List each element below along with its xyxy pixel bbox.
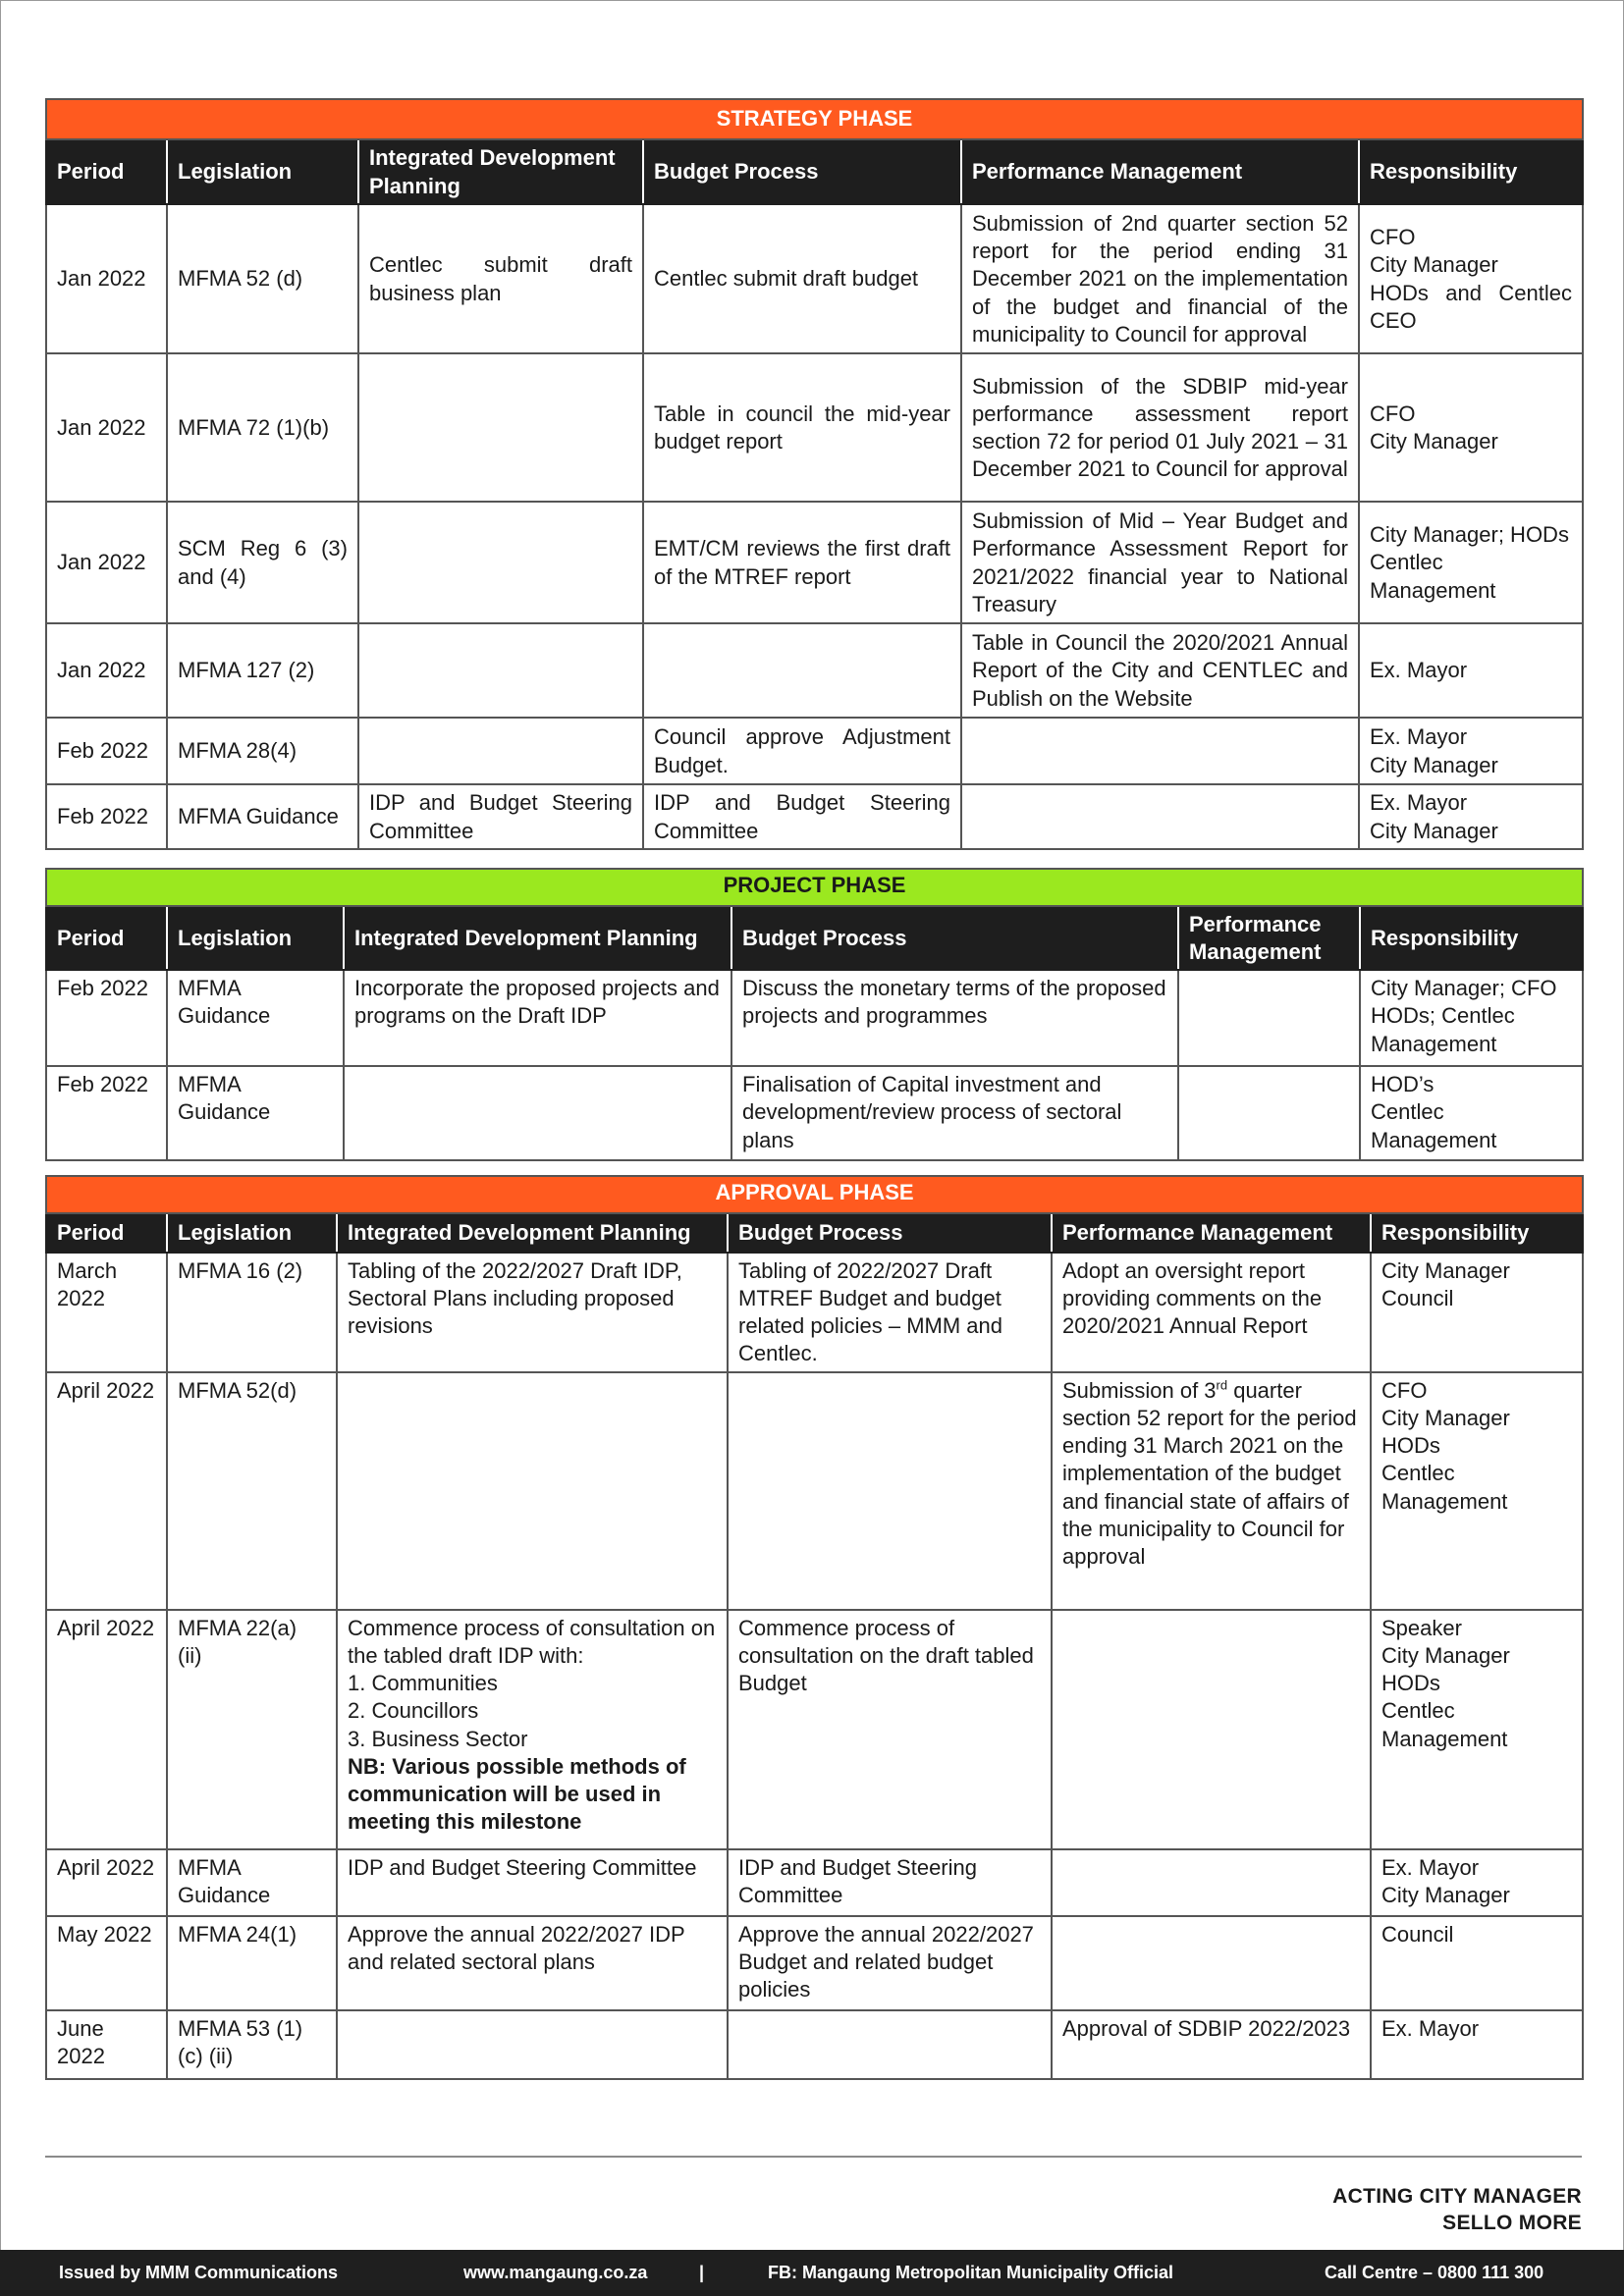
signature-name: SELLO MORE [1442, 2212, 1582, 2235]
cell-pm [1178, 970, 1360, 1066]
cell-pm [961, 718, 1359, 784]
cell-pm: Submission of the SDBIP mid-year performance assessment report section 72 for period 01 July 2021 – 31 December 2021 to Council for approval [961, 353, 1359, 502]
cell-idp [358, 623, 643, 718]
col-period: Period [46, 1213, 167, 1253]
footer-website[interactable]: www.mangaung.co.za [463, 2263, 648, 2282]
cell-budget [643, 623, 961, 718]
cell-legislation: MFMA 24(1) [167, 1916, 337, 2010]
col-responsibility: Responsibility [1359, 139, 1583, 204]
cell-responsibility: Council [1371, 1916, 1583, 2010]
cell-idp [337, 1610, 728, 1849]
cell-pm: Approval of SDBIP 2022/2023 [1052, 2010, 1371, 2079]
footer-bar [0, 2250, 1624, 2296]
cell-pm [961, 784, 1359, 849]
cell-legislation: MFMA 53 (1) (c) (ii) [167, 2010, 337, 2079]
cell-responsibility: Ex. Mayor City Manager [1371, 1849, 1583, 1916]
footer-facebook[interactable]: FB: Mangaung Metropolitan Municipality Official [768, 2263, 1173, 2282]
cell-responsibility: HOD’s Centlec Management [1360, 1066, 1583, 1160]
table-row [46, 1849, 1583, 1916]
cell-budget [728, 2010, 1052, 2079]
cell-responsibility: Ex. Mayor City Manager [1359, 718, 1583, 784]
col-pm: Performance Management [1052, 1213, 1371, 1253]
cell-legislation: MFMA 16 (2) [167, 1253, 337, 1372]
cell-idp: Tabling of the 2022/2027 Draft IDP, Sectoral Plans including proposed revisions [337, 1253, 728, 1372]
cell-idp: IDP and Budget Steering Committee [358, 784, 643, 849]
cell-period: Feb 2022 [46, 784, 167, 849]
footer-separator: | [699, 2263, 705, 2282]
cell-legislation: MFMA 52 (d) [167, 204, 358, 353]
cell-budget: Commence process of consultation on the draft tabled Budget [728, 1610, 1052, 1849]
cell-idp [358, 718, 643, 784]
approval-header-row [46, 1213, 1583, 1253]
cell-idp [358, 353, 643, 502]
cell-legislation: MFMA 72 (1)(b) [167, 353, 358, 502]
cell-idp [344, 1066, 731, 1160]
cell-budget: EMT/CM reviews the first draft of the MTREF report [643, 502, 961, 623]
cell-budget: IDP and Budget Steering Committee [728, 1849, 1052, 1916]
cell-period: June 2022 [46, 2010, 167, 2079]
table-row [46, 784, 1583, 849]
col-period: Period [46, 906, 167, 970]
cell-budget: Tabling of 2022/2027 Draft MTREF Budget and budget related policies – MMM and Centlec. [728, 1253, 1052, 1372]
table-row [46, 1253, 1583, 1372]
col-responsibility: Responsibility [1371, 1213, 1583, 1253]
table-row [46, 623, 1583, 718]
cell-legislation: MFMA Guidance [167, 970, 344, 1066]
col-legislation: Legislation [167, 139, 358, 204]
cell-responsibility: City Manager; CFO HODs; Centlec Management [1360, 970, 1583, 1066]
pm-text: quarter section 52 report for the period ending 31 March 2021 on the implementation of the budget and financial state of affairs of the municipality to Council for approval [1062, 1378, 1357, 1569]
cell-responsibility: CFO City Manager HODs and Centlec CEO [1359, 204, 1583, 353]
cell-pm: Submission of 2nd quarter section 52 report for the period ending 31 December 2021 on the implementation of the budget and financial of the municipality to Council for approval [961, 204, 1359, 353]
col-idp: Integrated Development Planning [337, 1213, 728, 1253]
cell-pm: Submission of Mid – Year Budget and Performance Assessment Report for 2021/2022 financial year to National Treasury [961, 502, 1359, 623]
table-row [46, 2010, 1583, 2079]
cell-period: March 2022 [46, 1253, 167, 1372]
col-idp: Integrated Development Planning [358, 139, 643, 204]
col-pm: Performance Management [1178, 906, 1360, 970]
col-budget: Budget Process [728, 1213, 1052, 1253]
table-row [46, 1372, 1583, 1610]
pm-text: Submission of 3 [1062, 1378, 1217, 1403]
cell-budget: IDP and Budget Steering Committee [643, 784, 961, 849]
cell-responsibility: Speaker City Manager HODs Centlec Management [1371, 1610, 1583, 1849]
pm-ordinal: rd [1216, 1377, 1228, 1393]
col-budget: Budget Process [731, 906, 1178, 970]
strategy-phase-title: STRATEGY PHASE [46, 99, 1583, 139]
col-idp: Integrated Development Planning [344, 906, 731, 970]
signature-block [1332, 2183, 1582, 2237]
cell-legislation: MFMA Guidance [167, 1849, 337, 1916]
cell-budget: Centlec submit draft budget [643, 204, 961, 353]
cell-period: Feb 2022 [46, 1066, 167, 1160]
col-pm: Performance Management [961, 139, 1359, 204]
cell-responsibility: Ex. Mayor [1371, 2010, 1583, 2079]
table-row [46, 204, 1583, 353]
cell-idp: IDP and Budget Steering Committee [337, 1849, 728, 1916]
table-row [46, 502, 1583, 623]
cell-legislation: MFMA Guidance [167, 1066, 344, 1160]
cell-legislation: MFMA 22(a) (ii) [167, 1610, 337, 1849]
cell-idp [337, 2010, 728, 2079]
cell-pm [1052, 1916, 1371, 2010]
cell-idp: Centlec submit draft business plan [358, 204, 643, 353]
cell-legislation: MFMA 127 (2) [167, 623, 358, 718]
table-row [46, 970, 1583, 1066]
cell-budget: Finalisation of Capital investment and development/review process of sectoral plans [731, 1066, 1178, 1160]
cell-period: Jan 2022 [46, 353, 167, 502]
cell-legislation: SCM Reg 6 (3) and (4) [167, 502, 358, 623]
strategy-phase-table [45, 98, 1584, 850]
cell-period: Feb 2022 [46, 718, 167, 784]
cell-budget: Table in council the mid-year budget report [643, 353, 961, 502]
cell-responsibility: CFO City Manager [1359, 353, 1583, 502]
approval-phase-table [45, 1175, 1584, 2080]
cell-budget [728, 1372, 1052, 1610]
table-row [46, 1916, 1583, 2010]
cell-responsibility: CFO City Manager HODs Centlec Management [1371, 1372, 1583, 1610]
cell-period: April 2022 [46, 1849, 167, 1916]
col-legislation: Legislation [167, 906, 344, 970]
cell-period: May 2022 [46, 1916, 167, 2010]
idp-text: Commence process of consultation on the tabled draft IDP with: 1. Communities 2. Councillors 3. Business Sector [348, 1616, 716, 1751]
signature-title: ACTING CITY MANAGER [1332, 2185, 1582, 2208]
cell-budget: Approve the annual 2022/2027 Budget and related budget policies [728, 1916, 1052, 2010]
cell-budget: Discuss the monetary terms of the proposed projects and programmes [731, 970, 1178, 1066]
cell-pm [1052, 1849, 1371, 1916]
footer-rule [45, 2156, 1582, 2158]
footer-call-centre: Call Centre – 0800 111 300 [1325, 2263, 1544, 2282]
cell-period: April 2022 [46, 1610, 167, 1849]
cell-responsibility: Ex. Mayor [1359, 623, 1583, 718]
cell-legislation: MFMA 52(d) [167, 1372, 337, 1610]
cell-period: April 2022 [46, 1372, 167, 1610]
project-header-row [46, 906, 1583, 970]
cell-idp: Incorporate the proposed projects and programs on the Draft IDP [344, 970, 731, 1066]
project-phase-title: PROJECT PHASE [46, 869, 1583, 906]
cell-legislation: MFMA Guidance [167, 784, 358, 849]
col-budget: Budget Process [643, 139, 961, 204]
col-legislation: Legislation [167, 1213, 337, 1253]
footer-issued-by: Issued by MMM Communications [59, 2263, 339, 2282]
idp-note: NB: Various possible methods of communication will be used in meeting this milestone [348, 1753, 686, 1835]
cell-responsibility: Ex. Mayor City Manager [1359, 784, 1583, 849]
cell-pm [1052, 1372, 1371, 1610]
cell-pm: Adopt an oversight report providing comments on the 2020/2021 Annual Report [1052, 1253, 1371, 1372]
table-row [46, 1610, 1583, 1849]
cell-period: Feb 2022 [46, 970, 167, 1066]
col-period: Period [46, 139, 167, 204]
table-row [46, 353, 1583, 502]
approval-phase-title: APPROVAL PHASE [46, 1176, 1583, 1213]
cell-period: Jan 2022 [46, 204, 167, 353]
strategy-header-row [46, 139, 1583, 204]
cell-responsibility: City Manager Council [1371, 1253, 1583, 1372]
table-row [46, 1066, 1583, 1160]
project-phase-table [45, 868, 1584, 1161]
table-row [46, 718, 1583, 784]
cell-period: Jan 2022 [46, 502, 167, 623]
cell-pm: Table in Council the 2020/2021 Annual Report of the City and CENTLEC and Publish on the Website [961, 623, 1359, 718]
cell-idp: Approve the annual 2022/2027 IDP and related sectoral plans [337, 1916, 728, 2010]
cell-pm [1178, 1066, 1360, 1160]
cell-legislation: MFMA 28(4) [167, 718, 358, 784]
cell-budget: Council approve Adjustment Budget. [643, 718, 961, 784]
cell-idp [337, 1372, 728, 1610]
cell-responsibility: City Manager; HODs Centlec Management [1359, 502, 1583, 623]
cell-pm [1052, 1610, 1371, 1849]
cell-period: Jan 2022 [46, 623, 167, 718]
col-responsibility: Responsibility [1360, 906, 1583, 970]
cell-idp [358, 502, 643, 623]
